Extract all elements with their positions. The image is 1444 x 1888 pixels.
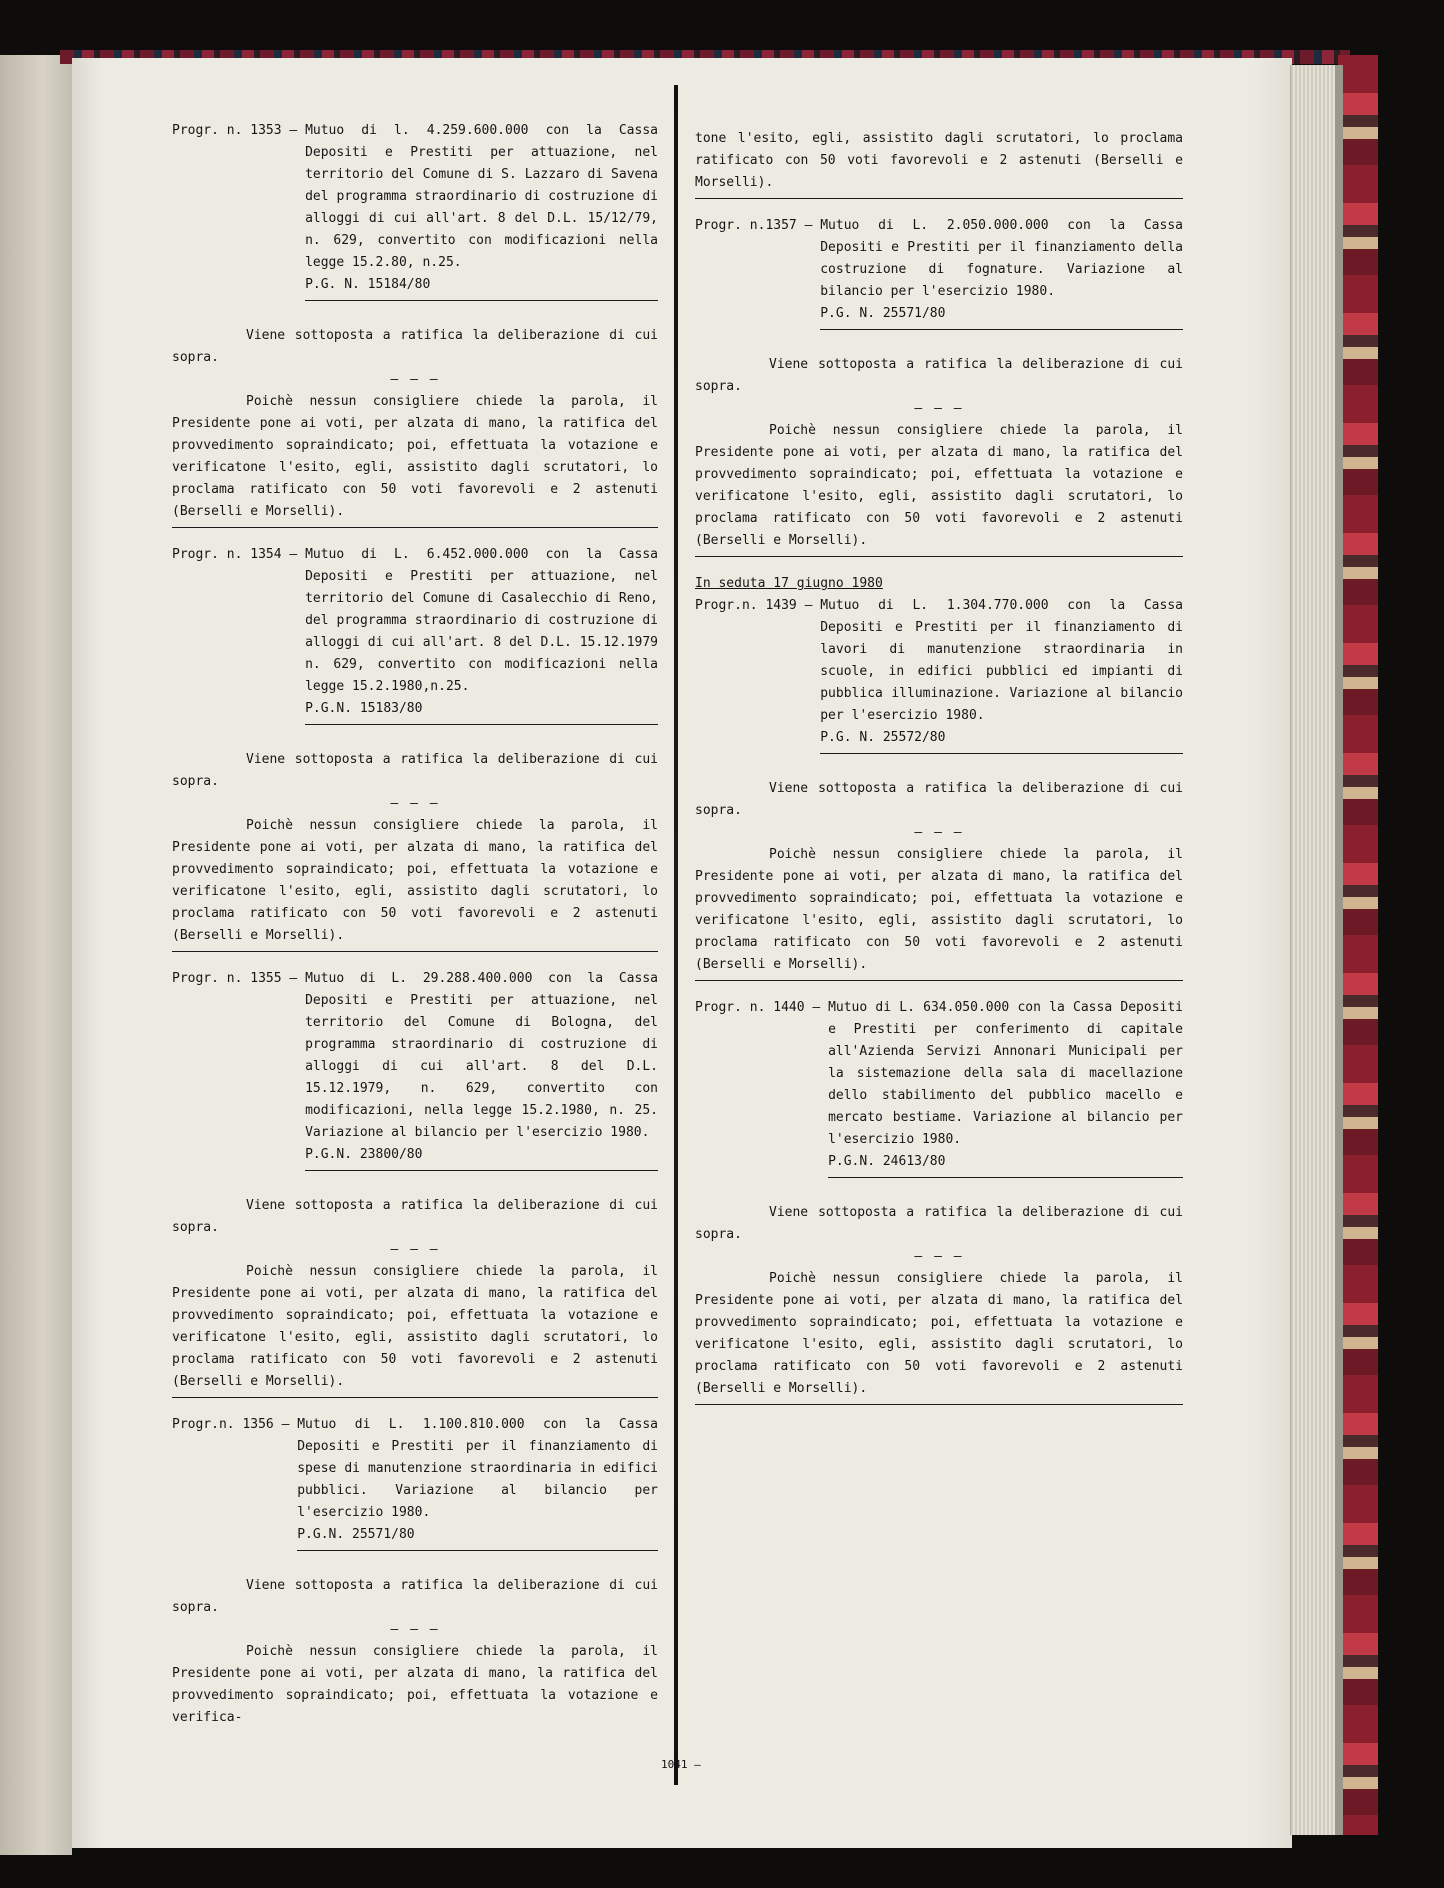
entry-number: Progr.n. 1439 – (695, 598, 821, 613)
entry-number: Progr. n.1357 – (695, 218, 821, 233)
page-stack-edge (1290, 65, 1341, 1835)
ratifica-statement: Viene sottoposta a ratifica la deliberazione di cui sopra. (695, 781, 1183, 818)
right-column (695, 128, 1183, 1421)
vote-paragraph: Poichè nessun consigliere chiede la parola, il Presidente pone ai voti, per alzata di mano, la ratifica del provvedimento sopraindicato; poi, effettuata la votazione e verificatone l'esito, egli, assistito dagli scrutatori, lo proclama ratificato con 50 voti favorevoli e 2 astenuti (Berselli e Morselli). (695, 423, 1183, 548)
entry-description: Mutuo di L. 29.288.400.000 con la Cassa Depositi e Prestiti per attuazione, nel territorio del Comune di Bologna, del programma straordinario di costruzione di alloggi di cui all'art. 8 del D.L. 15.12.1979, n. 629, convertito con modificazioni, nella legge 15.2.1980, n. 25. Variazione al bilancio per l'esercizio 1980. (305, 971, 658, 1140)
deliberation-entry (695, 595, 1183, 981)
entry-description: Mutuo di L. 1.100.810.000 con la Cassa Depositi e Prestiti per il finanziamento di spese di manutenzione straordinaria in edifici pubblici. Variazione al bilancio per l'esercizio 1980. (297, 1417, 658, 1520)
protocol-number: P.G.N. 24613/80 (828, 1154, 946, 1169)
section-rule (172, 527, 658, 528)
separator-dashes: – – – (914, 1249, 964, 1264)
deliberation-entry (695, 215, 1183, 557)
entry-description: Mutuo di L. 1.304.770.000 con la Cassa Depositi e Prestiti per il finanziamento di lavori di manutenzione straordinaria in scuole, in edifici pubblici ed impianti di pubblica illuminazione. Variazione al bilancio per l'esercizio 1980. (820, 598, 1183, 723)
previous-page-edge (0, 55, 72, 1855)
entry-number: Progr. n. 1353 – (172, 123, 306, 138)
section-rule (695, 1404, 1183, 1405)
section-rule (172, 1397, 658, 1398)
deliberation-entry (172, 544, 658, 952)
section-rule (695, 556, 1183, 557)
vote-paragraph: Poichè nessun consigliere chiede la parola, il Presidente pone ai voti, per alzata di mano, la ratifica del provvedimento sopraindicato; poi, effettuata la votazione e verificatone l'esito, egli, assistito dagli scrutatori, lo proclama ratificato con 50 voti favorevoli e 2 astenuti (Berselli e Morselli). (172, 818, 658, 943)
ratifica-statement: Viene sottoposta a ratifica la deliberazione di cui sopra. (695, 357, 1183, 394)
vote-paragraph: Poichè nessun consigliere chiede la parola, il Presidente pone ai voti, per alzata di mano, la ratifica del provvedimento sopraindicato; poi, effettuata la votazione e verifica- (172, 1644, 658, 1725)
protocol-number: P.G. N. 25571/80 (820, 306, 946, 321)
entry-number: Progr.n. 1356 – (172, 1417, 298, 1432)
entry-rule (305, 724, 658, 725)
column-divider (674, 85, 678, 1785)
vote-paragraph: Poichè nessun consigliere chiede la parola, il Presidente pone ai voti, per alzata di mano, la ratifica del provvedimento sopraindicato; poi, effettuata la votazione e verificatone l'esito, egli, assistito dagli scrutatori, lo proclama ratificato con 50 voti favorevoli e 2 astenuti (Berselli e Morselli). (172, 1264, 658, 1389)
continued-vote-paragraph: tone l'esito, egli, assistito dagli scrutatori, lo proclama ratificato con 50 voti favorevoli e 2 astenuti (Berselli e Morselli). (695, 131, 1183, 190)
deliberation-entry (172, 1414, 658, 1729)
protocol-number: P.G. N. 15184/80 (305, 277, 431, 292)
deliberation-entry (695, 997, 1183, 1405)
separator-dashes: – – – (914, 401, 964, 416)
ratifica-statement: Viene sottoposta a ratifica la deliberazione di cui sopra. (172, 1198, 658, 1235)
deliberation-entry (172, 120, 658, 528)
page-stack-shadow (1335, 65, 1343, 1835)
left-column (172, 120, 658, 1729)
entry-description: Mutuo di L. 2.050.000.000 con la Cassa Depositi e Prestiti per il finanziamento della costruzione di fognature. Variazione al bilancio per l'esercizio 1980. (820, 218, 1183, 299)
page-number: 1041 – (661, 1758, 701, 1771)
entry-rule (828, 1177, 1183, 1178)
deliberation-entry (172, 968, 658, 1398)
separator-dashes: – – – (390, 372, 440, 387)
separator-dashes: – – – (914, 825, 964, 840)
vote-paragraph: Poichè nessun consigliere chiede la parola, il Presidente pone ai voti, per alzata di mano, la ratifica del provvedimento sopraindicato; poi, effettuata la votazione e verificatone l'esito, egli, assistito dagli scrutatori, lo proclama ratificato con 50 voti favorevoli e 2 astenuti (Berselli e Morselli). (695, 847, 1183, 972)
entry-description: Mutuo di L. 634.050.000 con la Cassa Depositi e Prestiti per conferimento di capitale all'Azienda Servizi Annonari Municipali per la sistemazione della sala di macellazione dello stabilimento del pubblico macello e mercato bestiame. Variazione al bilancio per l'esercizio 1980. (828, 1000, 1183, 1147)
protocol-number: P.G.N. 23800/80 (305, 1147, 423, 1162)
ratifica-statement: Viene sottoposta a ratifica la deliberazione di cui sopra. (172, 752, 658, 789)
protocol-number: P.G. N. 25572/80 (820, 730, 946, 745)
entry-rule (820, 329, 1183, 330)
protocol-number: P.G.N. 25571/80 (297, 1527, 415, 1542)
session-heading: In seduta 17 giugno 1980 (695, 576, 883, 591)
entry-description: Mutuo di L. 6.452.000.000 con la Cassa Depositi e Prestiti per attuazione, nel territorio del Comune di Casalecchio di Reno, del programma straordinario di costruzione di alloggi di cui all'art. 8 del D.L. 15.12.1979 n. 629, convertito con modificazioni nella legge 15.2.1980,n.25. (305, 547, 658, 694)
separator-dashes: – – – (390, 796, 440, 811)
entry-rule (305, 300, 658, 301)
ratifica-statement: Viene sottoposta a ratifica la deliberazione di cui sopra. (172, 328, 658, 365)
separator-dashes: – – – (390, 1242, 440, 1257)
entry-number: Progr. n. 1355 – (172, 971, 306, 986)
marbled-cover-edge (1338, 55, 1378, 1835)
ratifica-statement: Viene sottoposta a ratifica la deliberazione di cui sopra. (172, 1578, 658, 1615)
entry-rule (820, 753, 1183, 754)
section-rule (695, 980, 1183, 981)
protocol-number: P.G.N. 15183/80 (305, 701, 423, 716)
separator-dashes: – – – (390, 1622, 440, 1637)
section-rule (172, 951, 658, 952)
section-rule (695, 198, 1183, 199)
entry-number: Progr. n. 1354 – (172, 547, 306, 562)
entry-number: Progr. n. 1440 – (695, 1000, 829, 1015)
vote-paragraph: Poichè nessun consigliere chiede la parola, il Presidente pone ai voti, per alzata di mano, la ratifica del provvedimento sopraindicato; poi, effettuata la votazione e verificatone l'esito, egli, assistito dagli scrutatori, lo proclama ratificato con 50 voti favorevoli e 2 astenuti (Berselli e Morselli). (695, 1271, 1183, 1396)
entry-description: Mutuo di l. 4.259.600.000 con la Cassa Depositi e Prestiti per attuazione, nel territorio del Comune di S. Lazzaro di Savena del programma straordinario di costruzione di alloggi di cui all'art. 8 del D.L. 15/12/79, n. 629, convertito con modificazioni nella legge 15.2.80, n.25. (305, 123, 658, 270)
vote-paragraph: Poichè nessun consigliere chiede la parola, il Presidente pone ai voti, per alzata di mano, la ratifica del provvedimento sopraindicato; poi, effettuata la votazione e verificatone l'esito, egli, assistito dagli scrutatori, lo proclama ratificato con 50 voti favorevoli e 2 astenuti (Berselli e Morselli). (172, 394, 658, 519)
entry-rule (305, 1170, 658, 1171)
entry-rule (297, 1550, 658, 1551)
ratifica-statement: Viene sottoposta a ratifica la deliberazione di cui sopra. (695, 1205, 1183, 1242)
